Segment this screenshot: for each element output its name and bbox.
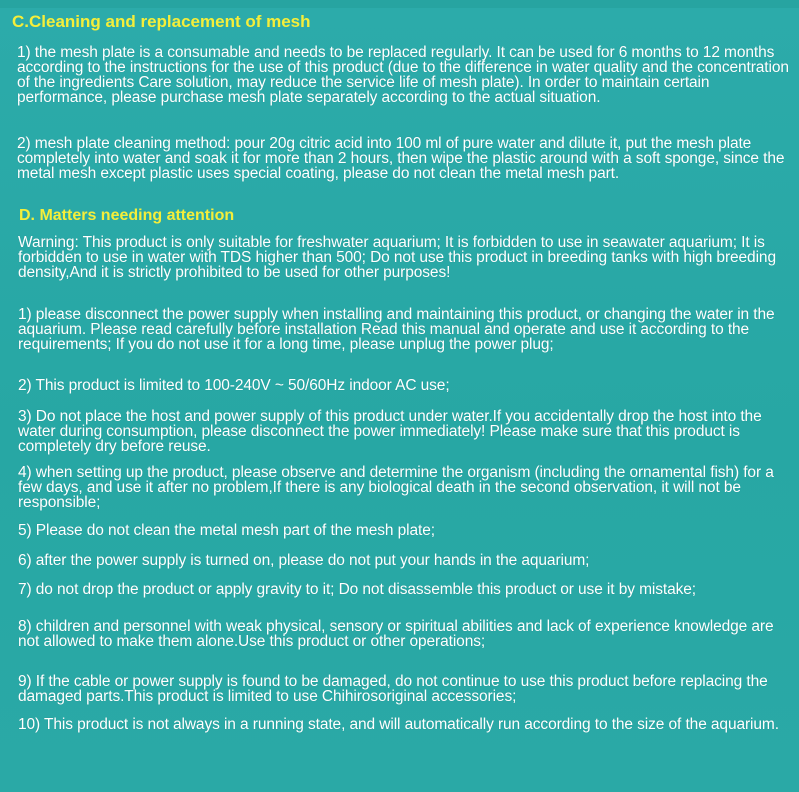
section-c-heading: C.Cleaning and replacement of mesh (12, 12, 311, 31)
attention-item-2: 2) This product is limited to 100-240V ~ 50/60Hz indoor AC use; (18, 377, 450, 394)
section-c-paragraph-2: 2) mesh plate cleaning method: pour 20g citric acid into 100 ml of pure water and dilute it, put the mesh plate completely into water and soak it for more than 2 hours, then wipe the plastic around with a soft sponge, since the metal mesh except plastic uses special coating, please do not clean the metal mesh part. (17, 135, 785, 182)
warning-paragraph: Warning: This product is only suitable for freshwater aquarium; It is forbidden to use in seawater aquarium; It is forbidden to use in water with TDS higher than 500; Do not use this product in breeding tanks with high breeding density,And it is strictly prohibited to be used for other purposes! (18, 234, 776, 281)
attention-item-10: 10) This product is not always in a running state, and will automatically run according to the size of the aquarium. (18, 716, 779, 733)
attention-item-4: 4) when setting up the product, please observe and determine the organism (including the ornamental fish) for a few days, and use it after no problem,If there is any biological death in the second observation, it will not be responsible; (18, 464, 774, 511)
attention-item-5: 5) Please do not clean the metal mesh part of the mesh plate; (18, 522, 435, 539)
attention-item-7: 7) do not drop the product or apply gravity to it; Do not disassemble this product or use it by mistake; (18, 581, 696, 598)
attention-item-8: 8) children and personnel with weak physical, sensory or spiritual abilities and lack of experience knowledge are not allowed to make them alone.Use this product or other operations; (18, 618, 774, 650)
attention-item-1: 1) please disconnect the power supply when installing and maintaining this product, or changing the water in the aquarium. Please read carefully before installation Read this manual and operate and use it according to the requirements; If you do not use it for a long time, please unplug the power plug; (18, 306, 775, 353)
top-strip (0, 0, 799, 8)
section-d-heading: D. Matters needing attention (19, 207, 235, 224)
attention-item-3: 3) Do not place the host and power supply of this product under water.If you accidentally drop the host into the water during consumption, please disconnect the power immediately! Please make sure that this product is completely dry before reuse. (18, 408, 762, 455)
attention-item-9: 9) If the cable or power supply is found to be damaged, do not continue to use this product before replacing the damaged parts.This product is limited to use Chihirosoriginal accessories; (18, 673, 768, 705)
attention-item-6: 6) after the power supply is turned on, please do not put your hands in the aquarium; (18, 552, 590, 569)
section-c-paragraph-1: 1) the mesh plate is a consumable and needs to be replaced regularly. It can be used for 6 months to 12 months according to the instructions for the use of this product (due to the difference in water quality and the concentration of the ingredients Care solution, may reduce the service life of mesh plate). In order to maintain certain performance, please purchase mesh plate separately according to the actual situation. (17, 44, 789, 106)
